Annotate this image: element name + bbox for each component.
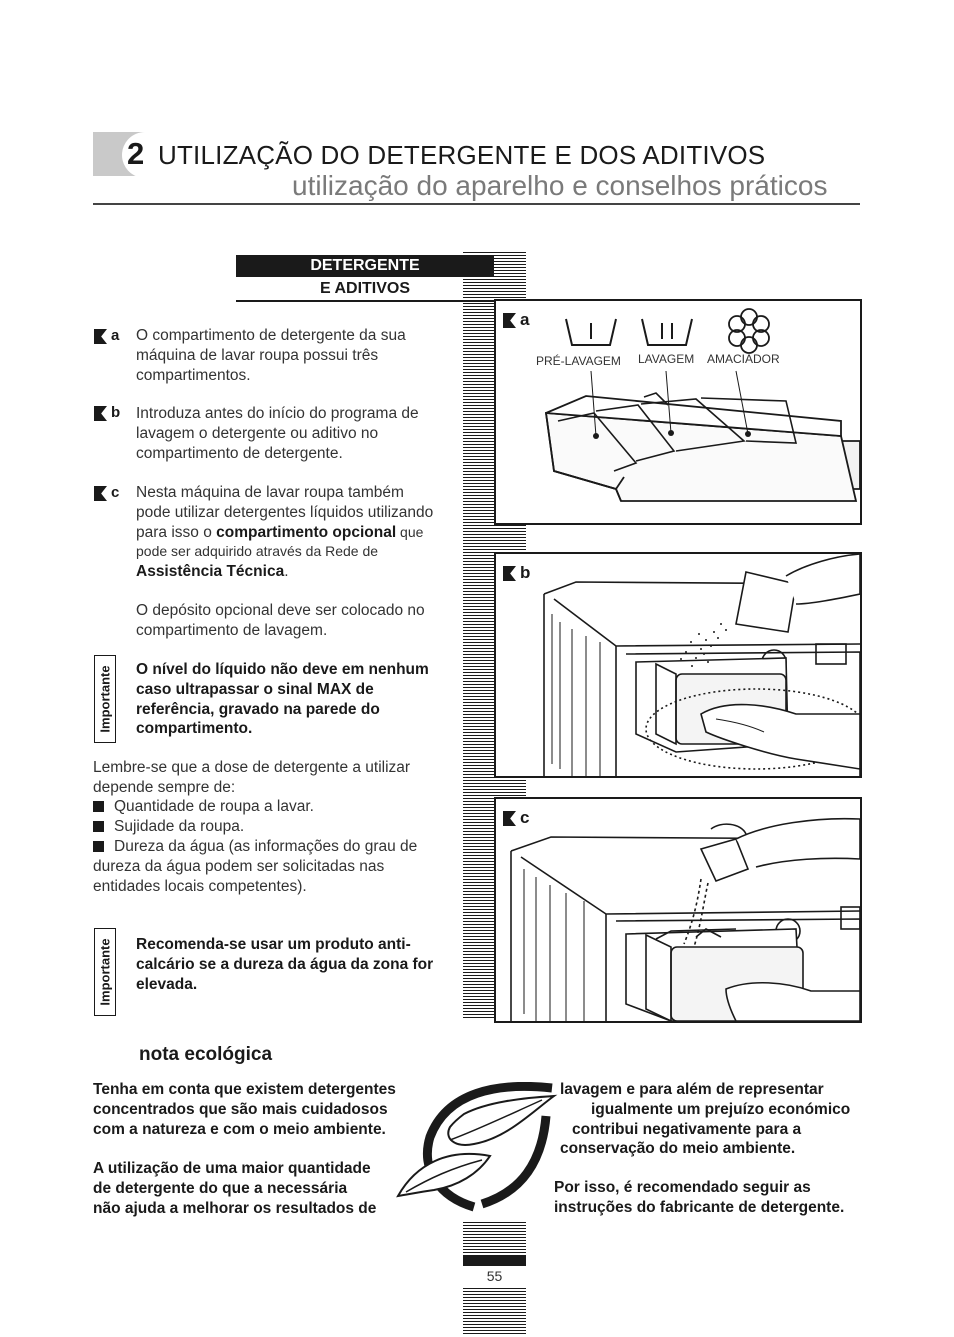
section-heading-line1: DETERGENTE <box>310 257 420 274</box>
item-marker-a <box>94 329 107 344</box>
eco-leaf-icon <box>392 1082 562 1214</box>
item-marker-b <box>94 406 107 421</box>
dose-bullet: Sujidade da roupa. <box>93 817 438 837</box>
section-heading-line2: E ADITIVOS <box>319 280 411 297</box>
page-number: 55 <box>486 1268 503 1284</box>
item-letter-a: a <box>111 327 120 344</box>
softener-flower-icon <box>729 309 769 353</box>
section-heading-rule <box>236 300 494 302</box>
important-note-2: Recomenda-se usar um produto anti-calcário se a dureza da água da zona for elevada. <box>136 936 434 993</box>
figure-label-c: c <box>520 808 530 827</box>
dose-intro: Lembre-se que a dose de detergente a utilizar depende sempre de: <box>93 759 411 796</box>
figure-b-pouring-detergent <box>494 552 862 778</box>
page-subtitle: utilização do aparelho e conselhos práticos <box>292 170 828 201</box>
wash-symbol-icon <box>642 319 692 345</box>
important-label-box <box>94 928 116 1016</box>
item-text-a: O compartimento de detergente da sua máquina de lavar roupa possui três compartimentos. <box>136 327 406 384</box>
item-marker-c <box>94 486 107 501</box>
bullet-square <box>93 801 104 812</box>
item-letter-c: c <box>111 484 120 501</box>
item-letter-b: b <box>111 404 121 421</box>
item-text-c: Nesta máquina de lavar roupa também pode utilizar detergentes líquidos utilizando para isso o compartimento opcional que pode ser adquirido através da Rede de Assistência Técnica. <box>136 484 434 581</box>
washer-illustration <box>496 554 860 776</box>
important-note-1: O nível do líquido não deve em nenhum caso ultrapassar o sinal MAX de referência, gravado na parede do compartimento. <box>136 661 429 738</box>
hatched-stripe-footer <box>463 1222 526 1256</box>
page-number-bar <box>463 1256 526 1266</box>
page-title: UTILIZAÇÃO DO DETERGENTE E DOS ADITIVOS <box>158 140 766 170</box>
eco-right-line: conservação do meio ambiente. <box>560 1140 796 1157</box>
eco-right-line: contribui negativamente para a <box>572 1121 802 1138</box>
important-label-box <box>94 655 116 743</box>
drawer-illustration <box>496 301 860 523</box>
figure-label-a: a <box>520 310 530 329</box>
eco-right-paragraph-2: Por isso, é recomendado seguir as instruções do fabricante de detergente. <box>554 1179 845 1216</box>
important-label: Importante <box>97 665 113 733</box>
hatched-stripe-bottom <box>463 1288 526 1336</box>
figure-c-pouring-liquid <box>494 797 862 1023</box>
eco-right-line: lavagem e para além de representar <box>560 1081 824 1098</box>
eco-left-paragraph-1: Tenha em conta que existem detergentes concentrados que são mais cuidadosos com a natureza e com o meio ambiente. <box>93 1081 396 1138</box>
dose-bullet: Dureza da água (as informações do grau de dureza da água podem ser solicitadas nas entidades locais competentes). <box>93 838 418 895</box>
eco-note-title: nota ecológica <box>139 1044 273 1065</box>
important-label: Importante <box>97 938 113 1006</box>
washer-liquid-illustration <box>496 799 860 1021</box>
bold-assistencia-tecnica: Assistência Técnica <box>136 563 285 581</box>
chapter-number: 2 <box>127 136 145 171</box>
figure-a-detergent-drawer <box>494 299 862 525</box>
bullet-square <box>93 841 104 852</box>
eco-right-line: igualmente um prejuízo económico <box>591 1101 851 1118</box>
bullet-square <box>93 821 104 832</box>
bold-compartimento-opcional: compartimento opcional <box>216 523 397 541</box>
dose-bullet: Quantidade de roupa a lavar. <box>93 797 438 817</box>
symbol-caption-softener: AMACIADOR <box>707 352 780 366</box>
symbol-caption-prewash: PRÉ-LAVAGEM <box>536 354 621 368</box>
symbol-caption-wash: LAVAGEM <box>638 352 695 366</box>
item-text-c-extra: O depósito opcional deve ser colocado no compartimento de lavagem. <box>136 602 425 639</box>
eco-left-paragraph-2: A utilização de uma maior quantidade de detergente do que a necessária não ajuda a melhorar os resultados de <box>93 1160 377 1217</box>
header-rule <box>93 203 860 205</box>
figure-label-b: b <box>520 563 531 582</box>
item-text-b: Introduza antes do início do programa de lavagem o detergente ou aditivo no compartimento de detergente. <box>136 405 419 462</box>
